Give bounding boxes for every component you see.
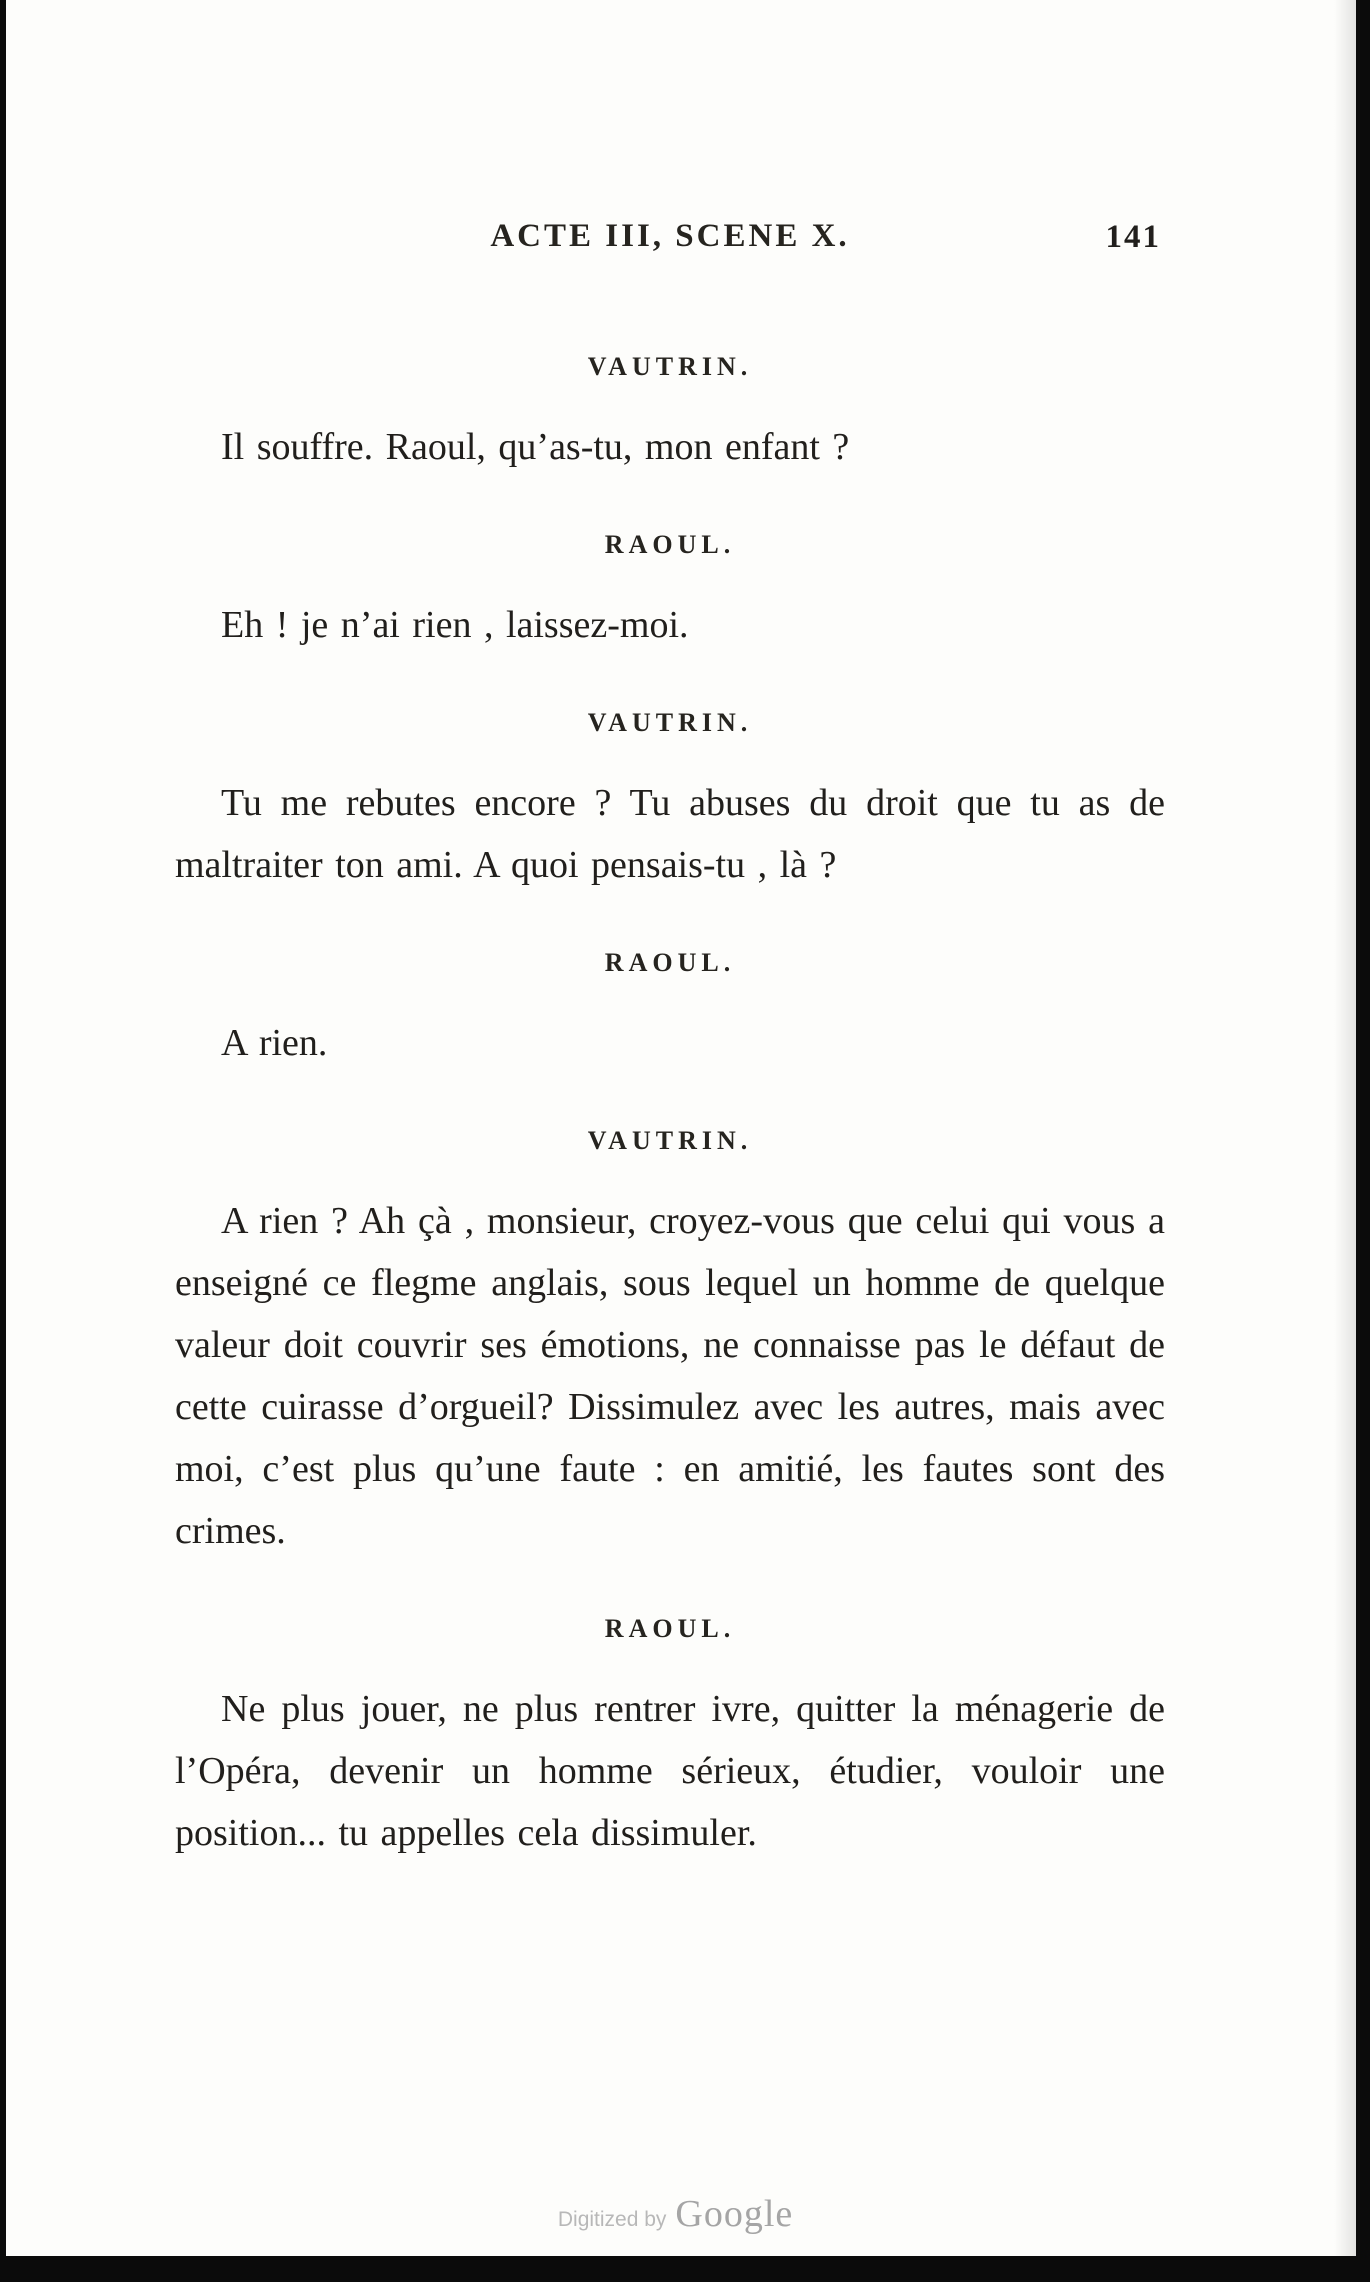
speaker-heading: RAOUL. <box>604 530 736 559</box>
speaker-heading: VAUTRIN. <box>587 352 753 381</box>
speech-paragraph: Il souffre. Raoul, qu’as-tu, mon enfant ? <box>221 426 850 468</box>
speech-paragraph: Tu me rebutes encore ? Tu abuses du droit que tu as de maltraiter ton ami. A quoi pensais-tu , là ? <box>175 782 1165 886</box>
running-head <box>175 218 1165 260</box>
speaker-heading: RAOUL. <box>604 1614 736 1643</box>
book-page <box>175 218 1165 1864</box>
google-digitization-watermark <box>558 2192 793 2236</box>
speaker-heading: RAOUL. <box>604 948 736 977</box>
digitized-by-label: Digitized by <box>557 2208 667 2231</box>
scan-edge-right <box>1356 0 1370 2282</box>
speech-paragraph: A rien ? Ah çà , monsieur, croyez-vous que celui qui vous a enseigné ce flegme anglais, sous lequel un homme de quelque valeur doit couvrir ses émotions, ne connaisse pas le défaut de cette cuirasse d’orgueil? Dissimulez avec les autres, mais avec moi, c’est plus qu’une faute : en amitié, les fautes sont des crimes. <box>175 1200 1165 1552</box>
speech-paragraph: Ne plus jouer, ne plus rentrer ivre, quitter la ménagerie de l’Opéra, devenir un homme sérieux, étudier, vouloir une position... tu appelles cela dissimuler. <box>175 1688 1165 1854</box>
page-number: 141 <box>1105 219 1161 255</box>
scan-edge-left <box>0 0 6 2282</box>
speech-paragraph: A rien. <box>221 1022 328 1064</box>
speech-paragraph: Eh ! je n’ai rien , laissez-moi. <box>221 604 689 646</box>
google-logo: Google <box>675 2193 794 2235</box>
speaker-heading: VAUTRIN. <box>587 1126 753 1155</box>
scan-edge-bottom <box>0 2256 1370 2282</box>
speaker-heading: VAUTRIN. <box>587 708 753 737</box>
running-head-title: ACTE III, SCENE X. <box>490 218 850 254</box>
scan-shade-right <box>1334 0 1356 2282</box>
